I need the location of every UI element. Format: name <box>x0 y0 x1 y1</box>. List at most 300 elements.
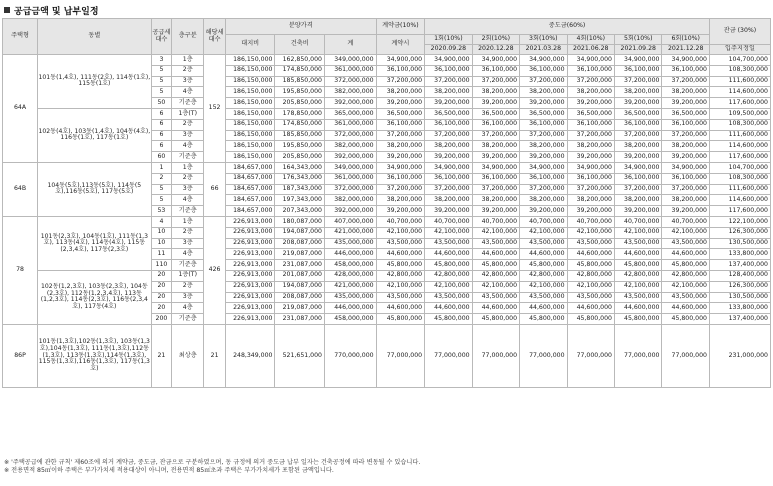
mid-4-cell: 38,200,000 <box>567 195 614 206</box>
total-price-cell: 365,000,000 <box>324 108 376 119</box>
floor-cell: 4층 <box>172 249 204 260</box>
mid-5-cell: 36,100,000 <box>615 119 662 130</box>
mid-1-cell: 39,200,000 <box>425 98 472 109</box>
balance-cell: 114,600,000 <box>709 195 770 206</box>
supply-units-cell: 200 <box>151 314 172 325</box>
mid-4-cell: 37,200,000 <box>567 76 614 87</box>
mid-2-cell: 45,800,000 <box>472 260 519 271</box>
mid-5-cell: 39,200,000 <box>615 206 662 217</box>
units-cell: 21 <box>204 324 226 387</box>
mid-2-cell: 34,900,000 <box>472 162 519 173</box>
balance-cell: 117,600,000 <box>709 206 770 217</box>
land-price-cell: 186,150,000 <box>225 55 275 66</box>
balance-cell: 133,800,000 <box>709 303 770 314</box>
mid-2-cell: 39,200,000 <box>472 206 519 217</box>
land-price-cell: 226,913,000 <box>225 292 275 303</box>
mid-5-cell: 42,800,000 <box>615 270 662 281</box>
mid-6-cell: 45,800,000 <box>662 260 709 271</box>
mid-5-cell: 45,800,000 <box>615 260 662 271</box>
mid-2-cell: 37,200,000 <box>472 76 519 87</box>
supply-units-cell: 5 <box>151 76 172 87</box>
mid-6-cell: 77,000,000 <box>662 324 709 387</box>
land-price-cell: 186,150,000 <box>225 98 275 109</box>
mid-6-cell: 44,600,000 <box>662 303 709 314</box>
total-price-cell: 382,000,000 <box>324 195 376 206</box>
mid-5-cell: 45,800,000 <box>615 314 662 325</box>
floor-cell: 1층 <box>172 55 204 66</box>
contract-cell: 42,100,000 <box>376 227 425 238</box>
balance-cell: 104,700,000 <box>709 162 770 173</box>
building-price-cell: 185,850,000 <box>275 76 325 87</box>
mid-6-cell: 34,900,000 <box>662 162 709 173</box>
mid-4-cell: 42,800,000 <box>567 270 614 281</box>
supply-units-cell: 6 <box>151 141 172 152</box>
land-price-cell: 186,150,000 <box>225 108 275 119</box>
mid-1-cell: 39,200,000 <box>425 206 472 217</box>
table-row <box>3 162 771 173</box>
mid-4-cell: 45,800,000 <box>567 260 614 271</box>
supply-units-cell: 21 <box>151 324 172 387</box>
mid-3-cell: 36,100,000 <box>520 173 567 184</box>
land-price-cell: 226,913,000 <box>225 227 275 238</box>
header-mid-3-date: 2021.03.28 <box>520 45 567 55</box>
mid-3-cell: 43,500,000 <box>520 292 567 303</box>
balance-cell: 109,500,000 <box>709 108 770 119</box>
contract-cell: 45,800,000 <box>376 260 425 271</box>
header-mid-5-date: 2021.09.28 <box>615 45 662 55</box>
contract-cell: 37,200,000 <box>376 130 425 141</box>
mid-1-cell: 39,200,000 <box>425 152 472 163</box>
header-mid-4-label: 4회(10%) <box>567 35 614 45</box>
balance-cell: 117,600,000 <box>709 152 770 163</box>
contract-cell: 36,100,000 <box>376 65 425 76</box>
price-table <box>2 18 771 388</box>
mid-5-cell: 39,200,000 <box>615 152 662 163</box>
mid-2-cell: 36,100,000 <box>472 119 519 130</box>
contract-cell: 40,700,000 <box>376 216 425 227</box>
mid-5-cell: 37,200,000 <box>615 130 662 141</box>
balance-cell: 126,300,000 <box>709 227 770 238</box>
mid-1-cell: 38,200,000 <box>425 87 472 98</box>
total-price-cell: 392,000,000 <box>324 206 376 217</box>
mid-5-cell: 36,100,000 <box>615 65 662 76</box>
mid-5-cell: 38,200,000 <box>615 141 662 152</box>
mid-5-cell: 38,200,000 <box>615 87 662 98</box>
mid-1-cell: 42,100,000 <box>425 281 472 292</box>
mid-2-cell: 43,500,000 <box>472 292 519 303</box>
building-price-cell: 162,850,000 <box>275 55 325 66</box>
mid-2-cell: 45,800,000 <box>472 314 519 325</box>
mid-6-cell: 37,200,000 <box>662 76 709 87</box>
total-price-cell: 458,000,000 <box>324 260 376 271</box>
balance-cell: 111,600,000 <box>709 76 770 87</box>
mid-1-cell: 34,900,000 <box>425 162 472 173</box>
balance-cell: 130,500,000 <box>709 238 770 249</box>
building-price-cell: 207,343,000 <box>275 206 325 217</box>
balance-cell: 114,600,000 <box>709 87 770 98</box>
mid-6-cell: 44,600,000 <box>662 249 709 260</box>
mid-1-cell: 40,700,000 <box>425 216 472 227</box>
dong-cell: 104동(5호),113동(5호), 114동(5호),116동(5호), 117동(5호) <box>38 162 152 216</box>
mid-1-cell: 77,000,000 <box>425 324 472 387</box>
dong-cell: 101동(2,3호), 104동(1호), 111동(1,3호), 113동(4호), 114동(4호), 115동(2,3,4호), 117동(2,3호) <box>38 216 152 270</box>
mid-5-cell: 44,600,000 <box>615 249 662 260</box>
contract-cell: 36,500,000 <box>376 108 425 119</box>
footnote: ※ '주택공급에 관한 규칙' 제60조에 의거 계약금, 중도금, 잔금으로 구분하였으며, 동 규정에 의거 중도금 납부 일자는 건축공정에 따라 변동될 수 있습니다. <box>4 459 421 466</box>
mid-6-cell: 40,700,000 <box>662 216 709 227</box>
land-price-cell: 226,913,000 <box>225 303 275 314</box>
floor-cell: 2층 <box>172 119 204 130</box>
mid-6-cell: 43,500,000 <box>662 292 709 303</box>
mid-4-cell: 34,900,000 <box>567 162 614 173</box>
housing-type-cell: 64A <box>3 55 38 163</box>
mid-4-cell: 39,200,000 <box>567 98 614 109</box>
mid-2-cell: 44,600,000 <box>472 249 519 260</box>
building-price-cell: 195,850,000 <box>275 141 325 152</box>
mid-4-cell: 39,200,000 <box>567 206 614 217</box>
mid-3-cell: 44,600,000 <box>520 303 567 314</box>
mid-1-cell: 36,100,000 <box>425 119 472 130</box>
floor-cell: 4층 <box>172 303 204 314</box>
mid-6-cell: 43,500,000 <box>662 238 709 249</box>
contract-cell: 43,500,000 <box>376 292 425 303</box>
mid-5-cell: 40,700,000 <box>615 216 662 227</box>
mid-6-cell: 37,200,000 <box>662 184 709 195</box>
mid-3-cell: 38,200,000 <box>520 141 567 152</box>
mid-5-cell: 42,100,000 <box>615 281 662 292</box>
mid-2-cell: 77,000,000 <box>472 324 519 387</box>
contract-cell: 39,200,000 <box>376 98 425 109</box>
balance-cell: 133,800,000 <box>709 249 770 260</box>
mid-2-cell: 39,200,000 <box>472 152 519 163</box>
supply-units-cell: 53 <box>151 206 172 217</box>
balance-cell: 108,300,000 <box>709 65 770 76</box>
mid-5-cell: 37,200,000 <box>615 184 662 195</box>
header-floor: 층구분 <box>172 19 204 55</box>
table-row <box>3 108 771 119</box>
dong-cell: 101동(1,4호), 111동(2호), 114동(1호), 115동(1호) <box>38 55 152 109</box>
table-row <box>3 216 771 227</box>
supply-units-cell: 20 <box>151 292 172 303</box>
contract-cell: 39,200,000 <box>376 152 425 163</box>
units-cell: 426 <box>204 216 226 324</box>
total-price-cell: 421,000,000 <box>324 281 376 292</box>
mid-2-cell: 36,100,000 <box>472 65 519 76</box>
floor-cell: 1층 <box>172 162 204 173</box>
mid-4-cell: 36,100,000 <box>567 173 614 184</box>
mid-4-cell: 43,500,000 <box>567 238 614 249</box>
floor-cell: 2층 <box>172 227 204 238</box>
total-price-cell: 372,000,000 <box>324 184 376 195</box>
building-price-cell: 219,087,000 <box>275 303 325 314</box>
balance-cell: 137,400,000 <box>709 260 770 271</box>
floor-cell: 기준층 <box>172 152 204 163</box>
mid-4-cell: 45,800,000 <box>567 314 614 325</box>
contract-cell: 34,900,000 <box>376 162 425 173</box>
supply-units-cell: 5 <box>151 184 172 195</box>
mid-3-cell: 39,200,000 <box>520 98 567 109</box>
floor-cell: 기준층 <box>172 206 204 217</box>
total-price-cell: 435,000,000 <box>324 292 376 303</box>
header-mid-5-label: 5회(10%) <box>615 35 662 45</box>
total-price-cell: 361,000,000 <box>324 173 376 184</box>
floor-cell: 3층 <box>172 76 204 87</box>
contract-cell: 42,800,000 <box>376 270 425 281</box>
total-price-cell: 382,000,000 <box>324 141 376 152</box>
floor-cell: 3층 <box>172 292 204 303</box>
mid-1-cell: 43,500,000 <box>425 238 472 249</box>
mid-1-cell: 38,200,000 <box>425 195 472 206</box>
mid-3-cell: 43,500,000 <box>520 238 567 249</box>
building-price-cell: 194,087,000 <box>275 281 325 292</box>
mid-2-cell: 38,200,000 <box>472 87 519 98</box>
header-building: 건축비 <box>275 35 325 55</box>
balance-cell: 114,600,000 <box>709 141 770 152</box>
mid-3-cell: 39,200,000 <box>520 152 567 163</box>
mid-6-cell: 36,100,000 <box>662 173 709 184</box>
header-contract: 계약금(10%) <box>376 19 425 35</box>
mid-5-cell: 37,200,000 <box>615 76 662 87</box>
mid-6-cell: 39,200,000 <box>662 206 709 217</box>
header-land: 대지비 <box>225 35 275 55</box>
supply-units-cell: 5 <box>151 65 172 76</box>
mid-5-cell: 43,500,000 <box>615 238 662 249</box>
mid-5-cell: 77,000,000 <box>615 324 662 387</box>
total-price-cell: 349,000,000 <box>324 55 376 66</box>
mid-2-cell: 36,100,000 <box>472 173 519 184</box>
total-price-cell: 349,000,000 <box>324 162 376 173</box>
floor-cell: 기준층 <box>172 314 204 325</box>
total-price-cell: 361,000,000 <box>324 119 376 130</box>
mid-5-cell: 38,200,000 <box>615 195 662 206</box>
balance-cell: 128,400,000 <box>709 270 770 281</box>
contract-cell: 77,000,000 <box>376 324 425 387</box>
mid-2-cell: 34,900,000 <box>472 55 519 66</box>
mid-1-cell: 42,100,000 <box>425 227 472 238</box>
land-price-cell: 184,657,000 <box>225 162 275 173</box>
mid-4-cell: 34,900,000 <box>567 55 614 66</box>
mid-2-cell: 36,500,000 <box>472 108 519 119</box>
land-price-cell: 226,913,000 <box>225 314 275 325</box>
supply-units-cell: 2 <box>151 173 172 184</box>
total-price-cell: 421,000,000 <box>324 227 376 238</box>
balance-cell: 108,300,000 <box>709 173 770 184</box>
supply-units-cell: 3 <box>151 55 172 66</box>
total-price-cell: 372,000,000 <box>324 130 376 141</box>
mid-2-cell: 44,600,000 <box>472 303 519 314</box>
supply-units-cell: 110 <box>151 260 172 271</box>
land-price-cell: 186,150,000 <box>225 65 275 76</box>
mid-2-cell: 42,100,000 <box>472 281 519 292</box>
total-price-cell: 361,000,000 <box>324 65 376 76</box>
mid-1-cell: 45,800,000 <box>425 314 472 325</box>
floor-cell: 1층(T) <box>172 108 204 119</box>
mid-4-cell: 44,600,000 <box>567 249 614 260</box>
mid-6-cell: 42,800,000 <box>662 270 709 281</box>
mid-3-cell: 34,900,000 <box>520 55 567 66</box>
land-price-cell: 186,150,000 <box>225 119 275 130</box>
balance-cell: 111,600,000 <box>709 184 770 195</box>
building-price-cell: 178,850,000 <box>275 108 325 119</box>
supply-units-cell: 5 <box>151 87 172 98</box>
header-balance: 잔금 (30%) <box>709 19 770 45</box>
mid-4-cell: 37,200,000 <box>567 184 614 195</box>
total-price-cell: 392,000,000 <box>324 152 376 163</box>
mid-3-cell: 37,200,000 <box>520 184 567 195</box>
header-contract-sub: 계약시 <box>376 35 425 55</box>
supply-units-cell: 1 <box>151 162 172 173</box>
header-mid: 중도금(60%) <box>425 19 710 35</box>
header-housing-type: 주택형 <box>3 19 38 55</box>
mid-1-cell: 36,500,000 <box>425 108 472 119</box>
land-price-cell: 186,150,000 <box>225 76 275 87</box>
contract-cell: 38,200,000 <box>376 195 425 206</box>
mid-4-cell: 42,100,000 <box>567 281 614 292</box>
mid-4-cell: 42,100,000 <box>567 227 614 238</box>
building-price-cell: 195,850,000 <box>275 87 325 98</box>
total-price-cell: 435,000,000 <box>324 238 376 249</box>
mid-2-cell: 37,200,000 <box>472 184 519 195</box>
floor-cell: 4층 <box>172 195 204 206</box>
mid-6-cell: 38,200,000 <box>662 195 709 206</box>
header-mid-1-label: 1회(10%) <box>425 35 472 45</box>
floor-cell: 3층 <box>172 130 204 141</box>
building-price-cell: 176,343,000 <box>275 173 325 184</box>
footnotes <box>4 459 420 476</box>
header-mid-4-date: 2021.06.28 <box>567 45 614 55</box>
mid-3-cell: 34,900,000 <box>520 162 567 173</box>
supply-units-cell: 10 <box>151 227 172 238</box>
header-mid-6-date: 2021.12.28 <box>662 45 709 55</box>
table-header <box>3 19 771 55</box>
mid-3-cell: 42,100,000 <box>520 281 567 292</box>
building-price-cell: 201,087,000 <box>275 270 325 281</box>
contract-cell: 45,800,000 <box>376 314 425 325</box>
land-price-cell: 186,150,000 <box>225 141 275 152</box>
supply-units-cell: 50 <box>151 98 172 109</box>
mid-4-cell: 44,600,000 <box>567 303 614 314</box>
total-price-cell: 770,000,000 <box>324 324 376 387</box>
contract-cell: 36,100,000 <box>376 173 425 184</box>
total-price-cell: 407,000,000 <box>324 216 376 227</box>
total-price-cell: 392,000,000 <box>324 98 376 109</box>
supply-units-cell: 4 <box>151 216 172 227</box>
balance-cell: 117,600,000 <box>709 98 770 109</box>
floor-cell: 4층 <box>172 87 204 98</box>
building-price-cell: 205,850,000 <box>275 152 325 163</box>
mid-3-cell: 38,200,000 <box>520 87 567 98</box>
supply-units-cell: 11 <box>151 249 172 260</box>
header-mid-2-date: 2020.12.28 <box>472 45 519 55</box>
mid-3-cell: 39,200,000 <box>520 206 567 217</box>
contract-cell: 42,100,000 <box>376 281 425 292</box>
mid-4-cell: 38,200,000 <box>567 87 614 98</box>
housing-type-cell: 86P <box>3 324 38 387</box>
building-price-cell: 187,343,000 <box>275 184 325 195</box>
land-price-cell: 226,913,000 <box>225 238 275 249</box>
housing-type-cell: 78 <box>3 216 38 324</box>
mid-6-cell: 42,100,000 <box>662 281 709 292</box>
contract-cell: 38,200,000 <box>376 141 425 152</box>
mid-3-cell: 36,100,000 <box>520 65 567 76</box>
mid-4-cell: 40,700,000 <box>567 216 614 227</box>
building-price-cell: 174,850,000 <box>275 119 325 130</box>
mid-6-cell: 34,900,000 <box>662 55 709 66</box>
contract-cell: 44,600,000 <box>376 249 425 260</box>
land-price-cell: 186,150,000 <box>225 87 275 98</box>
mid-4-cell: 39,200,000 <box>567 152 614 163</box>
supply-units-cell: 60 <box>151 152 172 163</box>
bullet-square-icon <box>4 7 10 13</box>
table-row <box>3 55 771 66</box>
contract-cell: 36,100,000 <box>376 119 425 130</box>
balance-cell: 137,400,000 <box>709 314 770 325</box>
header-sale-price: 분양가격 <box>225 19 376 35</box>
balance-cell: 122,100,000 <box>709 216 770 227</box>
table-row <box>3 324 771 387</box>
mid-1-cell: 37,200,000 <box>425 184 472 195</box>
mid-3-cell: 36,500,000 <box>520 108 567 119</box>
supply-units-cell: 10 <box>151 238 172 249</box>
floor-cell: 2층 <box>172 65 204 76</box>
mid-6-cell: 38,200,000 <box>662 87 709 98</box>
floor-cell: 기준층 <box>172 260 204 271</box>
dong-cell: 102동(4호), 103동(1,4호), 104동(4호), 116동(1호), 117동(1호) <box>38 108 152 162</box>
mid-6-cell: 36,500,000 <box>662 108 709 119</box>
mid-5-cell: 36,500,000 <box>615 108 662 119</box>
contract-cell: 34,900,000 <box>376 55 425 66</box>
mid-4-cell: 36,500,000 <box>567 108 614 119</box>
mid-4-cell: 37,200,000 <box>567 130 614 141</box>
building-price-cell: 521,651,000 <box>275 324 325 387</box>
land-price-cell: 226,913,000 <box>225 216 275 227</box>
header-mid-1-date: 2020.09.28 <box>425 45 472 55</box>
mid-5-cell: 43,500,000 <box>615 292 662 303</box>
mid-4-cell: 43,500,000 <box>567 292 614 303</box>
mid-1-cell: 45,800,000 <box>425 260 472 271</box>
mid-1-cell: 37,200,000 <box>425 130 472 141</box>
mid-1-cell: 43,500,000 <box>425 292 472 303</box>
units-cell: 66 <box>204 162 226 216</box>
supply-units-cell: 5 <box>151 195 172 206</box>
header-dong: 동별 <box>38 19 152 55</box>
total-price-cell: 382,000,000 <box>324 87 376 98</box>
mid-1-cell: 37,200,000 <box>425 76 472 87</box>
mid-5-cell: 39,200,000 <box>615 98 662 109</box>
building-price-cell: 180,087,000 <box>275 216 325 227</box>
building-price-cell: 219,087,000 <box>275 249 325 260</box>
mid-5-cell: 34,900,000 <box>615 55 662 66</box>
mid-4-cell: 38,200,000 <box>567 141 614 152</box>
mid-1-cell: 38,200,000 <box>425 141 472 152</box>
header-total: 계 <box>324 35 376 55</box>
floor-cell: 2층 <box>172 173 204 184</box>
land-price-cell: 186,150,000 <box>225 130 275 141</box>
balance-cell: 104,700,000 <box>709 55 770 66</box>
mid-4-cell: 77,000,000 <box>567 324 614 387</box>
mid-6-cell: 42,100,000 <box>662 227 709 238</box>
building-price-cell: 208,087,000 <box>275 292 325 303</box>
header-supply-units: 공급세대수 <box>151 19 172 55</box>
section-title <box>4 3 99 17</box>
building-price-cell: 231,087,000 <box>275 260 325 271</box>
mid-2-cell: 43,500,000 <box>472 238 519 249</box>
mid-6-cell: 36,100,000 <box>662 65 709 76</box>
supply-units-cell: 6 <box>151 119 172 130</box>
mid-3-cell: 37,200,000 <box>520 76 567 87</box>
units-cell: 152 <box>204 55 226 163</box>
total-price-cell: 458,000,000 <box>324 314 376 325</box>
